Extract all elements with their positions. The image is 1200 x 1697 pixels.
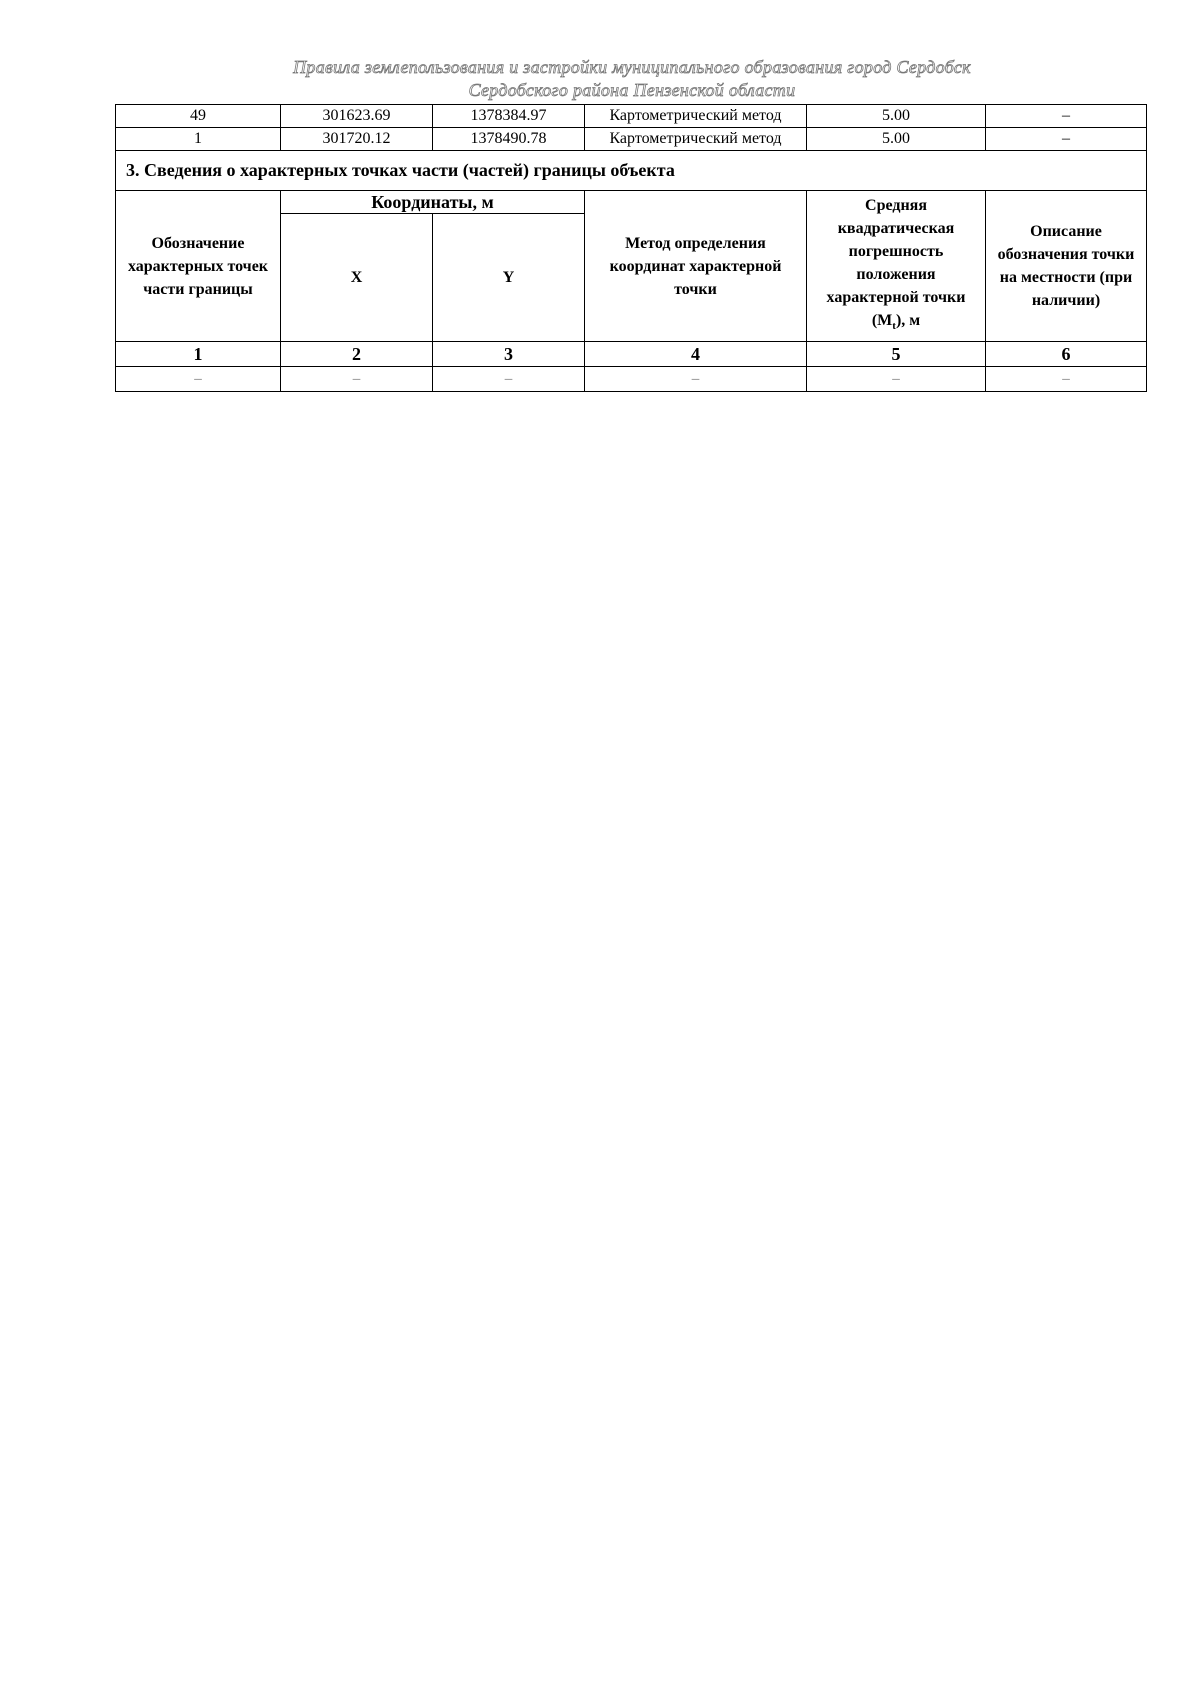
- error-header-subscript: t: [892, 320, 896, 333]
- header-row-top: [116, 191, 1147, 214]
- section-title-row: [116, 151, 1147, 191]
- y-cell: 1378490.78: [433, 128, 585, 151]
- table-row: [116, 128, 1147, 151]
- column-header-description: Описание обозначения точки на местности (при наличии): [986, 191, 1147, 342]
- error-cell: 5.00: [807, 105, 986, 128]
- empty-cell: –: [585, 367, 807, 392]
- error-cell: 5.00: [807, 128, 986, 151]
- column-header-y: Y: [433, 214, 585, 342]
- header-line-1: Правила землепользования и застройки муниципального образования город Сердобск: [293, 57, 971, 77]
- header-line-2: Сердобского района Пензенской области: [468, 80, 796, 100]
- description-cell: –: [986, 105, 1147, 128]
- column-number: 4: [585, 342, 807, 367]
- column-numbers-row: [116, 342, 1147, 367]
- empty-cell: –: [986, 367, 1147, 392]
- empty-cell: –: [433, 367, 585, 392]
- column-header-point: Обозначение характерных точек части границы: [116, 191, 281, 342]
- x-cell: 301623.69: [281, 105, 433, 128]
- point-cell: 1: [116, 128, 281, 151]
- empty-cell: –: [807, 367, 986, 392]
- empty-cell: –: [281, 367, 433, 392]
- table-row: [116, 367, 1147, 392]
- point-cell: 49: [116, 105, 281, 128]
- coordinates-table: [115, 104, 1147, 392]
- method-cell: Картометрический метод: [585, 128, 807, 151]
- error-header-suffix: ), м: [895, 311, 921, 329]
- description-cell: –: [986, 128, 1147, 151]
- table-row: [116, 105, 1147, 128]
- column-header-method: Метод определения координат характерной точки: [585, 191, 807, 342]
- column-number: 6: [986, 342, 1147, 367]
- empty-cell: –: [116, 367, 281, 392]
- column-header-x: X: [281, 214, 433, 342]
- column-number: 1: [116, 342, 281, 367]
- section-title: 3. Сведения о характерных точках части (частей) границы объекта: [116, 151, 1147, 191]
- x-cell: 301720.12: [281, 128, 433, 151]
- column-header-error: [807, 191, 986, 342]
- column-number: 3: [433, 342, 585, 367]
- method-cell: Картометрический метод: [585, 105, 807, 128]
- column-header-coordinates: Координаты, м: [281, 191, 585, 214]
- column-number: 2: [281, 342, 433, 367]
- error-header-text: Средняя квадратическая погрешность положения характерной точки (M: [826, 196, 966, 329]
- column-number: 5: [807, 342, 986, 367]
- y-cell: 1378384.97: [433, 105, 585, 128]
- page-header: [0, 56, 1200, 102]
